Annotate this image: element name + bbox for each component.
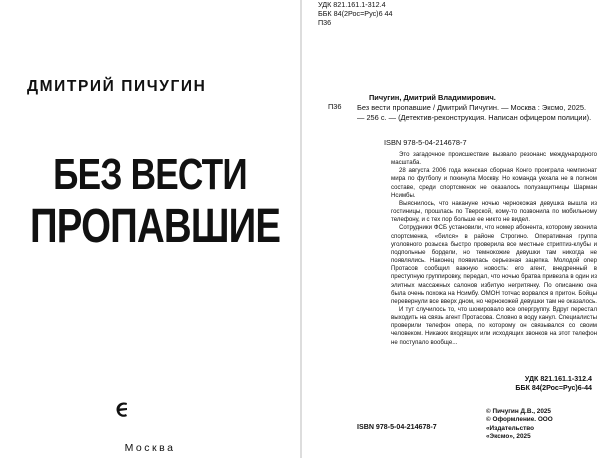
reference-description: Без вести пропавшие / Дмитрий Пичугин. — Москва : Эксмо, 2025. — 256 с. — (Детектив-реконструкция. Написан офицером полиции). xyxy=(357,103,592,123)
catalog-code: П36 xyxy=(328,102,342,111)
copyright-design: © Оформление. ООО «Издательство xyxy=(486,416,553,432)
annotation-paragraph: Сотрудники ФСБ установили, что номер абонента, которому звонила спортсменка, «бился» в районе Строгино. Оперативная группа уголовного розыска быстро проверила все местные стриптиз-клубы и подпольные бордели, но темнокожие девушки там никогда не появлялись. Наконец появилась серьезная зацепка. Молодой опер Протасов сообщил важную новость: его агент, внедренный в преступную группировку, передал, что ночью братва привезла в один из элитных массажных салонов избитую негритянку. По описанию она была очень похожа на Нсимбу. ОМОН тотчас ворвался в притон. Бойцы перевернули все вверх дном, но чернокожей девушки там не оказалось. xyxy=(391,224,597,305)
annotation-paragraph: 28 августа 2006 года женская сборная Конго проиграла чемпионат мира по футболу и покинула Москву. Но команда уехала не в полном составе, среди спортсменок не оказалось полузащитницы Шарман Нсимбы. xyxy=(391,167,597,199)
reference-isbn: ISBN 978-5-04-214678-7 xyxy=(384,138,467,147)
book-title-line1: БЕЗ ВЕСТИ xyxy=(53,150,247,199)
footer-udk: УДК 821.161.1-312.4 xyxy=(524,375,592,383)
copyright-publisher: «Эксмо», 2025 xyxy=(486,433,531,441)
footer-isbn: ISBN 978-5-04-214678-7 xyxy=(357,423,437,431)
annotation xyxy=(391,151,597,347)
bibliographic-reference xyxy=(357,93,593,124)
publisher-city: Москва xyxy=(124,442,176,454)
book-title-line2: ПРОПАВШИЕ xyxy=(30,200,281,253)
copyright-author: © Пичугин Д.В., 2025 xyxy=(486,408,551,415)
header-udk: УДК 821.161.1-312.4 xyxy=(318,0,386,9)
footer-classification xyxy=(515,375,592,393)
reference-author: Пичугин, Дмитрий Владимирович. xyxy=(369,93,496,102)
annotation-paragraph: Это загадочное происшествие вызвало резонанс международного масштаба. xyxy=(391,151,597,167)
header-code: П36 xyxy=(318,18,332,27)
book-author: ДМИТРИЙ ПИЧУГИН xyxy=(27,78,207,95)
right-imprint-page xyxy=(302,0,600,458)
footer-bbk: ББК 84(2Рос=Рус)6-44 xyxy=(515,384,592,392)
annotation-paragraph: И тут случилось то, что шокировало все опергруппу. Вдруг перестал выходить на связь агент Протасова. Словно в воду канул. Специалисты проверили телефон опера, по которому он связывался со своим человеком. Никаких входящих или исходящих звонков на этот телефон не поступало вообще... xyxy=(391,305,597,346)
header-bbk: ББК 84(2Рос=Рус)6 44 xyxy=(318,9,393,18)
copyright-block xyxy=(486,408,600,442)
annotation-paragraph: Выяснилось, что накануне ночью чернокожая девушка вышла из гостиницы, прошлась по Тверской, кому-то позвонила по мобильному телефону, и с тех пор больше ее никто не видел. xyxy=(391,199,597,224)
eksmo-logo-icon xyxy=(114,400,130,420)
